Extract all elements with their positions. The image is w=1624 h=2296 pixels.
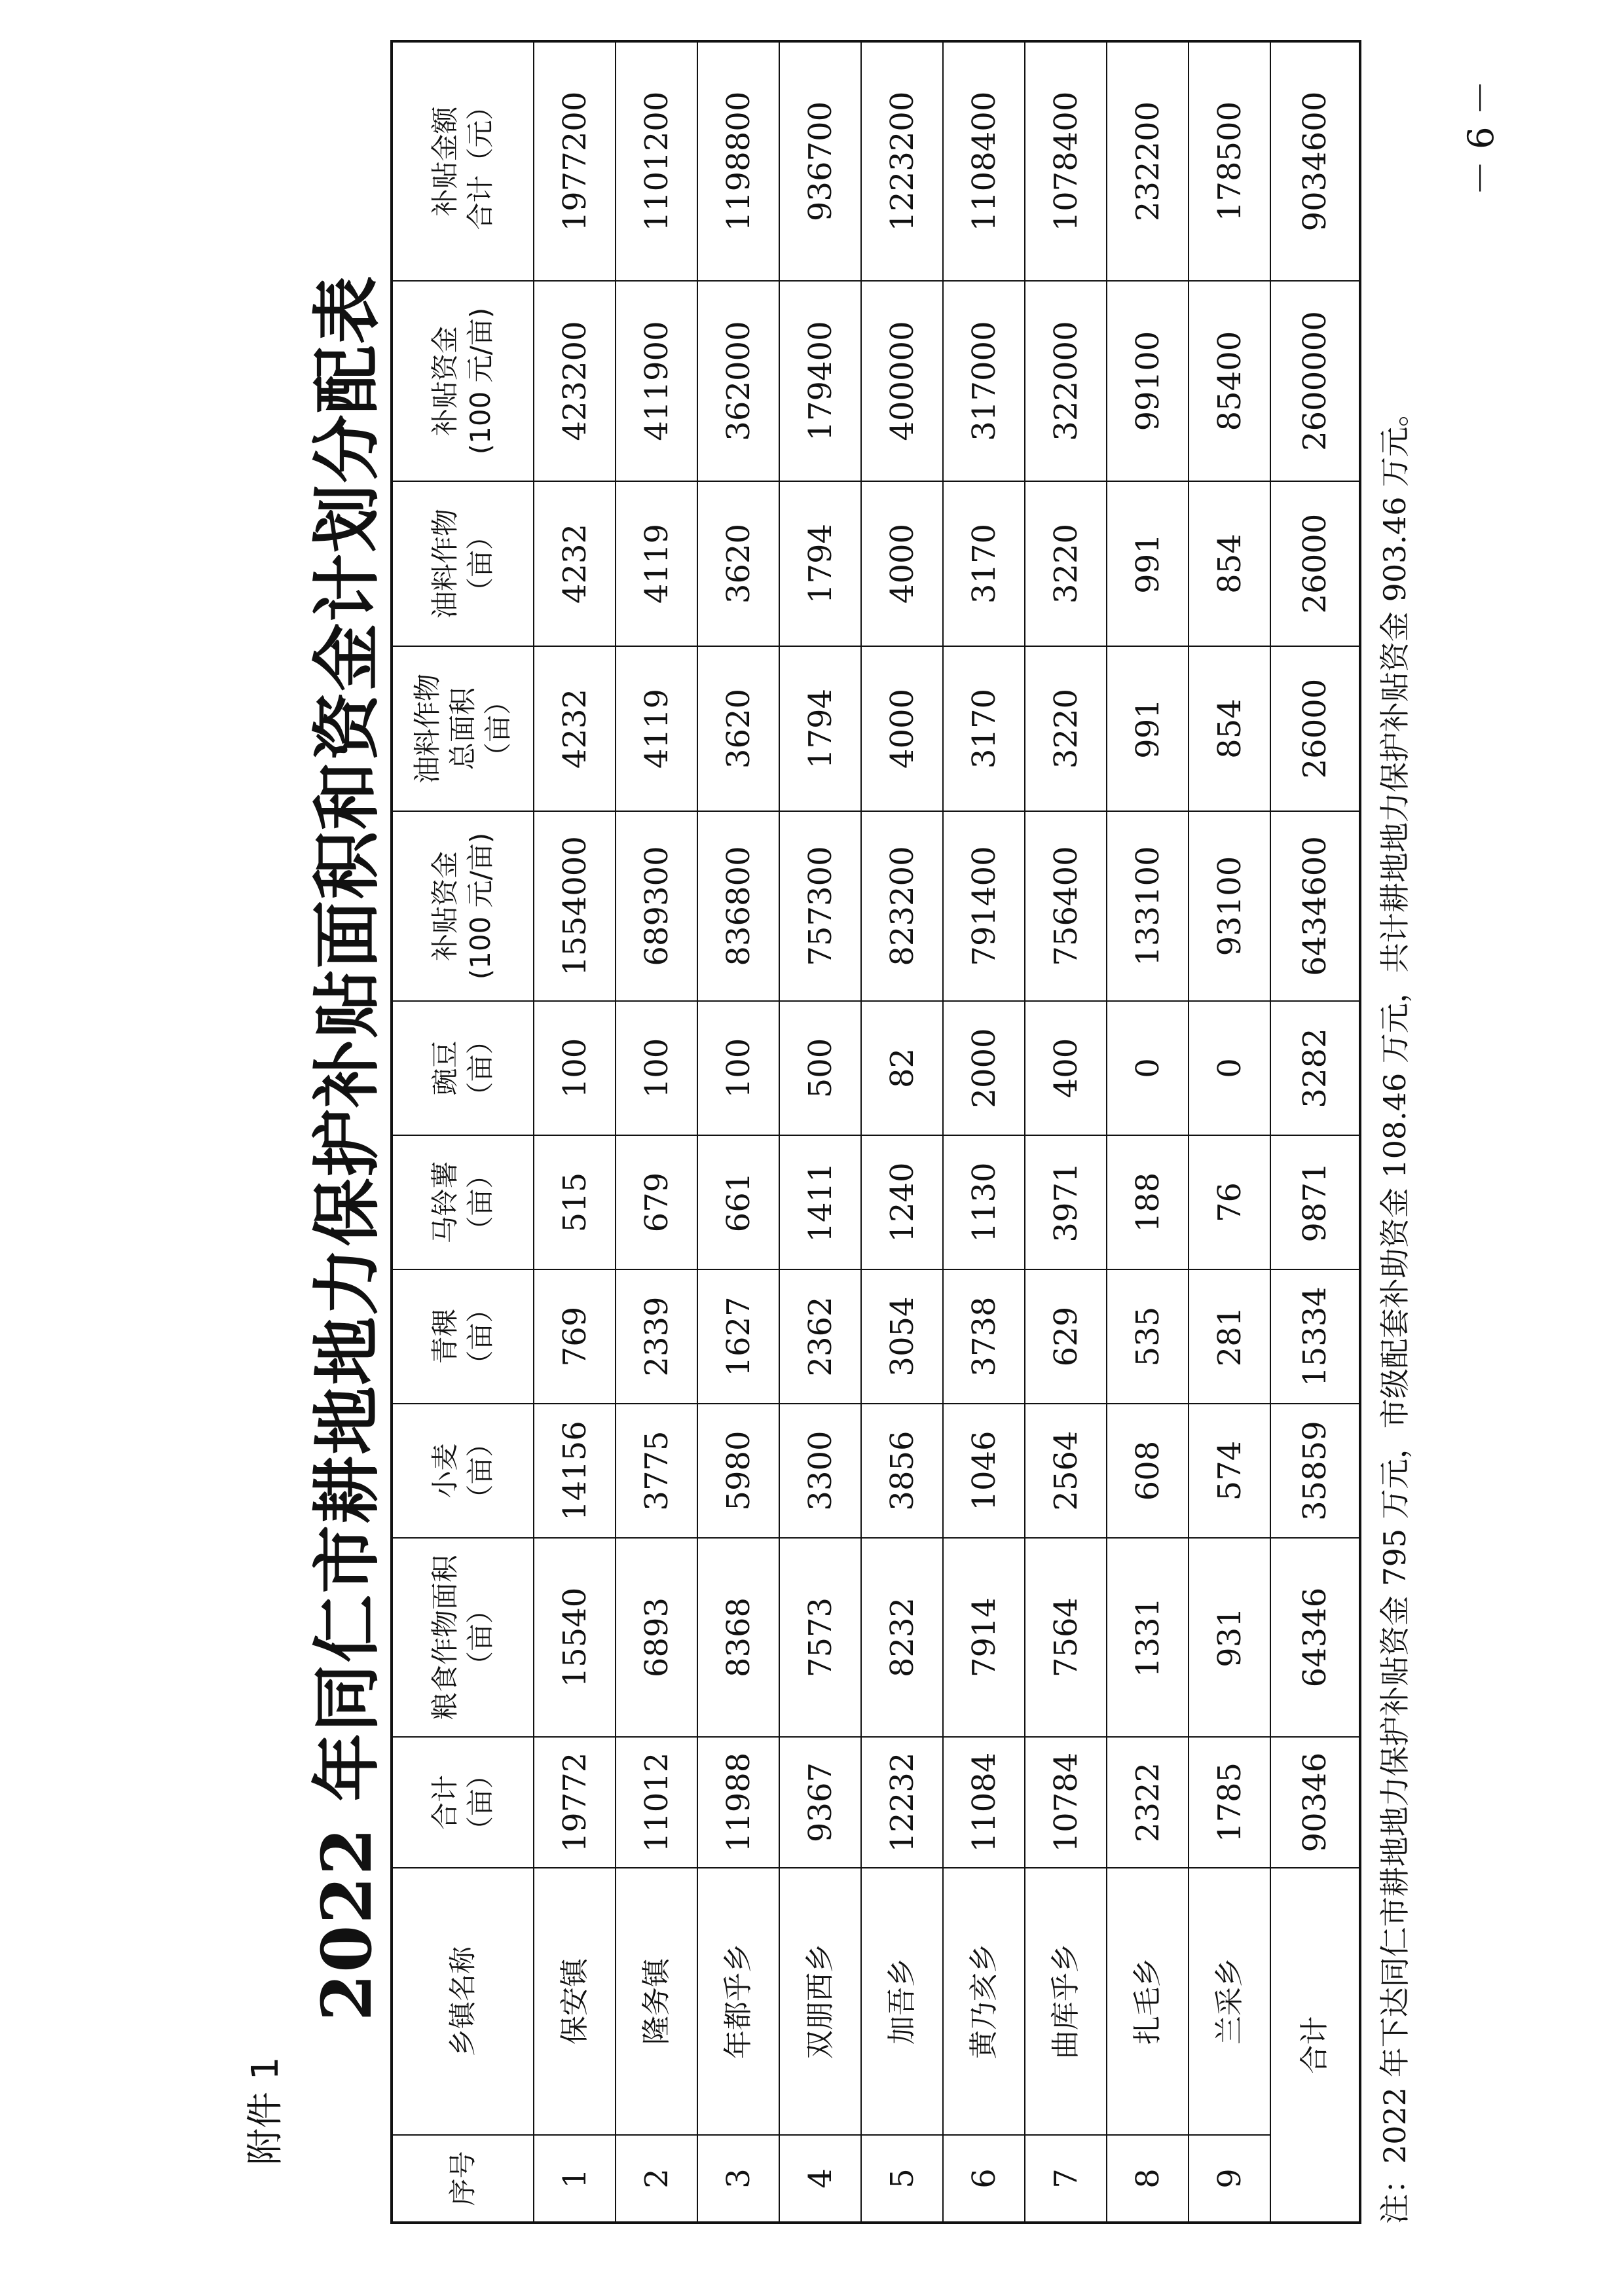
cell-grain-fund: 836800 (697, 811, 779, 1001)
cell-grain: 8232 (861, 1538, 943, 1737)
cell-pea: 2000 (943, 1001, 1025, 1135)
cell-oil-total: 3220 (1025, 646, 1107, 811)
cell-index: 2 (616, 2135, 697, 2223)
cell-grain: 1331 (1107, 1538, 1189, 1737)
cell-oil: 26000 (1270, 481, 1360, 646)
cell-index: 7 (1025, 2135, 1107, 2223)
cell-oil-fund: 362000 (697, 281, 779, 481)
cell-oil: 4232 (534, 481, 616, 646)
cell-barley: 15334 (1270, 1269, 1360, 1404)
table-row (616, 41, 697, 2223)
cell-grain-fund: 756400 (1025, 811, 1107, 1001)
cell-potato: 9871 (1270, 1135, 1360, 1269)
total-label: 合计 (1270, 1868, 1360, 2223)
header-grain-area: 粮食作物面积 （亩） (392, 1538, 534, 1737)
cell-oil-total: 3170 (943, 646, 1025, 811)
cell-total: 90346 (1270, 1737, 1360, 1868)
cell-index: 9 (1189, 2135, 1270, 2223)
cell-oil: 1794 (779, 481, 861, 646)
cell-potato: 188 (1107, 1135, 1189, 1269)
cell-potato: 1240 (861, 1135, 943, 1269)
cell-oil-total: 4232 (534, 646, 616, 811)
cell-sum: 1198800 (697, 41, 779, 281)
cell-grain-fund: 93100 (1189, 811, 1270, 1001)
cell-township: 隆务镇 (616, 1868, 697, 2135)
attachment-label: 附件 1 (244, 2056, 287, 2165)
cell-oil: 3220 (1025, 481, 1107, 646)
cell-barley: 2362 (779, 1269, 861, 1404)
table-row (697, 41, 779, 2223)
page-title: 2022 年同仁市耕地地力保护补贴面积和资金计划分配表 (306, 274, 387, 2022)
cell-township: 扎毛乡 (1107, 1868, 1189, 2135)
header-wheat: 小麦 （亩） (392, 1404, 534, 1538)
cell-index: 3 (697, 2135, 779, 2223)
table-row (1107, 41, 1189, 2223)
cell-wheat: 1046 (943, 1404, 1025, 1538)
cell-oil-fund: 411900 (616, 281, 697, 481)
cell-oil-total: 854 (1189, 646, 1270, 811)
cell-sum: 1101200 (616, 41, 697, 281)
cell-grain: 15540 (534, 1538, 616, 1737)
cell-township: 保安镇 (534, 1868, 616, 2135)
cell-potato: 1411 (779, 1135, 861, 1269)
cell-oil-fund: 2600000 (1270, 281, 1360, 481)
cell-total: 11084 (943, 1737, 1025, 1868)
cell-index: 8 (1107, 2135, 1189, 2223)
cell-total: 9367 (779, 1737, 861, 1868)
cell-oil-fund: 317000 (943, 281, 1025, 481)
cell-potato: 515 (534, 1135, 616, 1269)
cell-grain-fund: 823200 (861, 811, 943, 1001)
cell-total: 11988 (697, 1737, 779, 1868)
cell-index: 1 (534, 2135, 616, 2223)
cell-index: 6 (943, 2135, 1025, 2223)
cell-wheat: 3300 (779, 1404, 861, 1538)
cell-grain: 931 (1189, 1538, 1270, 1737)
cell-oil-fund: 423200 (534, 281, 616, 481)
cell-oil-fund: 85400 (1189, 281, 1270, 481)
cell-grain-fund: 6434600 (1270, 811, 1360, 1001)
table-row (861, 41, 943, 2223)
cell-total: 19772 (534, 1737, 616, 1868)
cell-township: 加吾乡 (861, 1868, 943, 2135)
cell-sum: 1977200 (534, 41, 616, 281)
cell-total: 2322 (1107, 1737, 1189, 1868)
table-row (534, 41, 616, 2223)
cell-wheat: 35859 (1270, 1404, 1360, 1538)
cell-wheat: 5980 (697, 1404, 779, 1538)
header-oil-area: 油料作物 （亩） (392, 481, 534, 646)
cell-sum: 1108400 (943, 41, 1025, 281)
cell-pea: 0 (1107, 1001, 1189, 1135)
cell-barley: 1627 (697, 1269, 779, 1404)
cell-barley: 3054 (861, 1269, 943, 1404)
cell-pea: 82 (861, 1001, 943, 1135)
cell-pea: 3282 (1270, 1001, 1360, 1135)
cell-barley: 281 (1189, 1269, 1270, 1404)
cell-grain-fund: 791400 (943, 811, 1025, 1001)
cell-pea: 100 (534, 1001, 616, 1135)
cell-barley: 2339 (616, 1269, 697, 1404)
cell-wheat: 574 (1189, 1404, 1270, 1538)
cell-oil: 3170 (943, 481, 1025, 646)
cell-wheat: 3775 (616, 1404, 697, 1538)
cell-oil-fund: 179400 (779, 281, 861, 481)
cell-grain: 6893 (616, 1538, 697, 1737)
cell-oil-fund: 322000 (1025, 281, 1107, 481)
table-row (779, 41, 861, 2223)
cell-total: 11012 (616, 1737, 697, 1868)
cell-pea: 500 (779, 1001, 861, 1135)
cell-township: 兰采乡 (1189, 1868, 1270, 2135)
cell-oil-total: 991 (1107, 646, 1189, 811)
header-potato: 马铃薯 （亩） (392, 1135, 534, 1269)
cell-oil-total: 26000 (1270, 646, 1360, 811)
cell-barley: 629 (1025, 1269, 1107, 1404)
cell-wheat: 608 (1107, 1404, 1189, 1538)
header-pea: 豌豆 （亩） (392, 1001, 534, 1135)
cell-barley: 535 (1107, 1269, 1189, 1404)
cell-potato: 3971 (1025, 1135, 1107, 1269)
cell-oil-total: 4119 (616, 646, 697, 811)
cell-grain: 7914 (943, 1538, 1025, 1737)
cell-oil: 3620 (697, 481, 779, 646)
cell-oil-fund: 400000 (861, 281, 943, 481)
cell-grain-fund: 1554000 (534, 811, 616, 1001)
cell-sum: 1078400 (1025, 41, 1107, 281)
cell-potato: 661 (697, 1135, 779, 1269)
cell-oil: 991 (1107, 481, 1189, 646)
cell-wheat: 14156 (534, 1404, 616, 1538)
cell-sum: 232200 (1107, 41, 1189, 281)
cell-oil-total: 3620 (697, 646, 779, 811)
cell-grain: 7573 (779, 1538, 861, 1737)
cell-pea: 400 (1025, 1001, 1107, 1135)
cell-sum: 9034600 (1270, 41, 1360, 281)
page-number: － 6 － (1460, 80, 1502, 196)
cell-potato: 1130 (943, 1135, 1025, 1269)
footnote: 注：2022 年下达同仁市耕地地力保护补贴资金 795 万元，市级配套补助资金 108.46 万元，共计耕地地力保护补贴资金 903.46 万元。 (1377, 396, 1412, 2224)
header-subsidy-sum: 补贴金额 合计（元） (392, 41, 534, 281)
table-row (1025, 41, 1107, 2223)
cell-pea: 0 (1189, 1001, 1270, 1135)
cell-township: 年都乎乡 (697, 1868, 779, 2135)
cell-index: 4 (779, 2135, 861, 2223)
header-index: 序号 (392, 2135, 534, 2223)
cell-potato: 76 (1189, 1135, 1270, 1269)
cell-grain-fund: 689300 (616, 811, 697, 1001)
cell-grain-fund: 133100 (1107, 811, 1189, 1001)
cell-total: 1785 (1189, 1737, 1270, 1868)
cell-sum: 1223200 (861, 41, 943, 281)
cell-grain: 7564 (1025, 1538, 1107, 1737)
table-header-row (392, 41, 534, 2223)
cell-wheat: 2564 (1025, 1404, 1107, 1538)
cell-oil: 4119 (616, 481, 697, 646)
cell-wheat: 3856 (861, 1404, 943, 1538)
subsidy-allocation-table (390, 40, 1361, 2224)
header-oil-total-area: 油料作物 总面积 （亩） (392, 646, 534, 811)
cell-sum: 936700 (779, 41, 861, 281)
total-row (1270, 41, 1360, 2223)
cell-oil-total: 4000 (861, 646, 943, 811)
header-barley: 青稞 （亩） (392, 1269, 534, 1404)
cell-township: 黄乃亥乡 (943, 1868, 1025, 2135)
cell-township: 双朋西乡 (779, 1868, 861, 2135)
header-grain-fund: 补贴资金 (100 元/亩) (392, 811, 534, 1001)
cell-oil-fund: 99100 (1107, 281, 1189, 481)
cell-township: 曲库乎乡 (1025, 1868, 1107, 2135)
cell-oil: 854 (1189, 481, 1270, 646)
header-total-area: 合计 （亩） (392, 1737, 534, 1868)
cell-oil-total: 1794 (779, 646, 861, 811)
cell-barley: 3738 (943, 1269, 1025, 1404)
header-oil-fund: 补贴资金 (100 元/亩) (392, 281, 534, 481)
table-row (943, 41, 1025, 2223)
cell-grain-fund: 757300 (779, 811, 861, 1001)
cell-total: 12232 (861, 1737, 943, 1868)
cell-barley: 769 (534, 1269, 616, 1404)
cell-index: 5 (861, 2135, 943, 2223)
cell-pea: 100 (697, 1001, 779, 1135)
cell-sum: 178500 (1189, 41, 1270, 281)
cell-total: 10784 (1025, 1737, 1107, 1868)
table-row (1189, 41, 1270, 2223)
cell-grain: 64346 (1270, 1538, 1360, 1737)
cell-grain: 8368 (697, 1538, 779, 1737)
cell-oil: 4000 (861, 481, 943, 646)
cell-potato: 679 (616, 1135, 697, 1269)
header-township: 乡镇名称 (392, 1868, 534, 2135)
cell-pea: 100 (616, 1001, 697, 1135)
